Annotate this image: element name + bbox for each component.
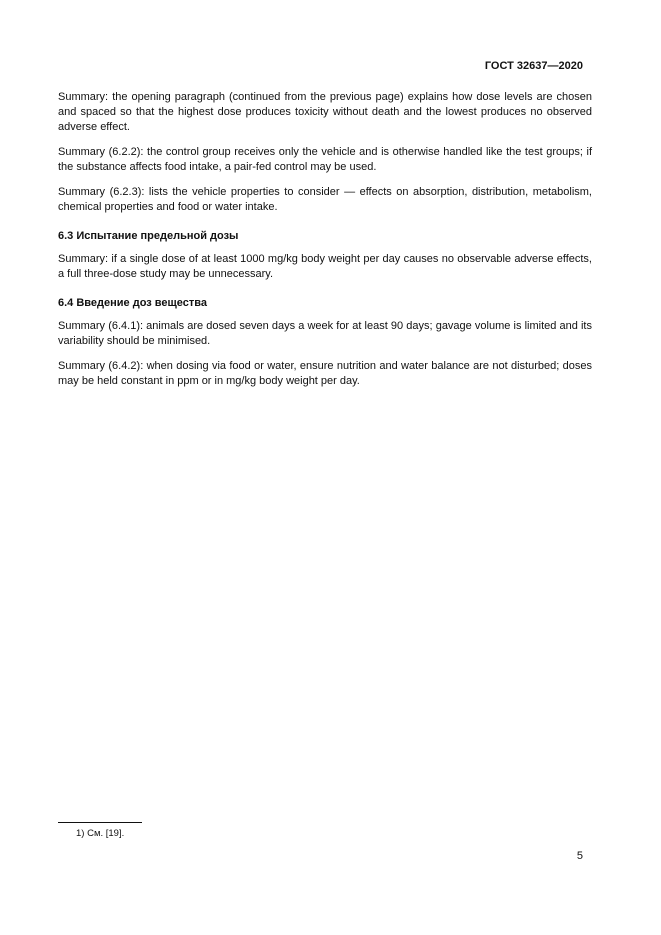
paragraph: Summary (6.2.3): lists the vehicle properties to consider — effects on absorption, distribution, metabolism, chemical properties and food or water intake. [58, 186, 592, 213]
footnote-divider [58, 822, 142, 823]
paragraph: Summary: the opening paragraph (continued from the previous page) explains how dose levels are chosen and spaced so that the highest dose produces toxicity without death and the lowest produces no observed adverse effect. [58, 91, 592, 133]
section-heading: 6.3 Испытание предельной дозы [58, 230, 239, 242]
paragraph: Summary (6.4.1): animals are dosed seven days a week for at least 90 days; gavage volume is limited and its variability should be minimised. [58, 320, 592, 347]
footnote: 1) См. [19]. [76, 828, 125, 839]
paragraph: Summary (6.4.2): when dosing via food or water, ensure nutrition and water balance are not disturbed; doses may be held constant in ppm or in mg/kg body weight per day. [58, 360, 592, 387]
document-header: ГОСТ 32637—2020 [484, 60, 583, 72]
paragraph: Summary: if a single dose of at least 1000 mg/kg body weight per day causes no observable adverse effects, a full three-dose study may be unnecessary. [58, 253, 592, 280]
paragraph: Summary (6.2.2): the control group receives only the vehicle and is otherwise handled like the test groups; if the substance affects food intake, a pair-fed control may be used. [58, 146, 592, 173]
section-heading: 6.4 Введение доз вещества [58, 297, 208, 309]
page-body [58, 90, 592, 399]
page-number: 5 [576, 850, 583, 862]
